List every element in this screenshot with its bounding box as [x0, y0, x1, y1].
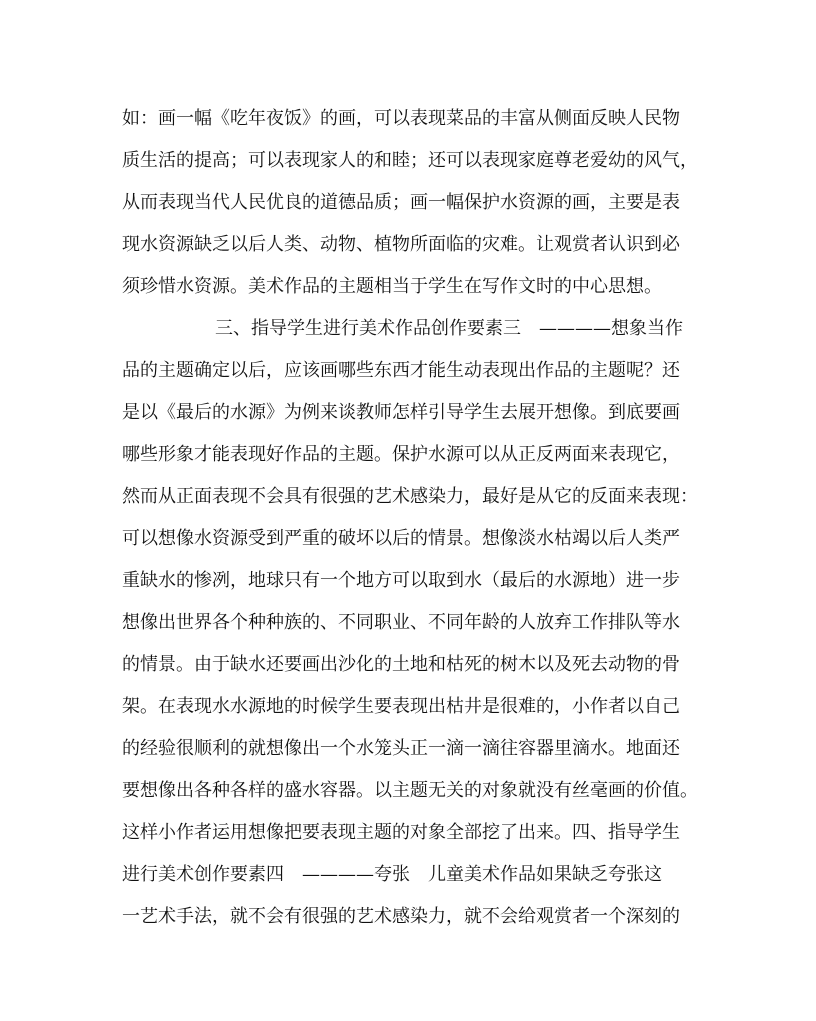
text-line: 要想像出各种各样的盛水容器。以主题无关的对象就没有丝毫画的价值。 — [122, 780, 698, 801]
text-line: 现水资源缺乏以后人类、动物、植物所面临的灾难。让观赏者认识到必 — [122, 234, 680, 255]
text-line: 可以想像水资源受到严重的破坏以后的情景。想像淡水枯竭以后人类严 — [122, 528, 680, 549]
text-line: 一艺术手法，就不会有很强的艺术感染力，就不会给观赏者一个深刻的 — [122, 906, 680, 927]
text-line: 须珍惜水资源。美术作品的主题相当于学生在写作文时的中心思想。 — [122, 276, 662, 297]
text-line: 的情景。由于缺水还要画出沙化的土地和枯死的树木以及死去动物的骨 — [122, 654, 680, 675]
section-heading-line: 三、指导学生进行美术作品创作要素三 ————想象当作 — [215, 318, 683, 339]
text-line: 架。在表现水水源地的时候学生要表现出枯井是很难的，小作者以自己 — [122, 696, 680, 717]
text-line: 进行美术创作要素四 ————夸张 儿童美术作品如果缺乏夸张这 — [122, 864, 662, 885]
text-line: 的经验很顺利的就想像出一个水笼头正一滴一滴往容器里滴水。地面还 — [122, 738, 680, 759]
text-line: 如：画一幅《吃年夜饭》的画，可以表现菜品的丰富从侧面反映人民物 — [122, 108, 680, 129]
text-line: 想像出世界各个种种族的、不同职业、不同年龄的人放弃工作排队等水 — [122, 612, 680, 633]
text-line: 品的主题确定以后，应该画哪些东西才能生动表现出作品的主题呢？还 — [122, 360, 680, 381]
text-line: 这样小作者运用想像把要表现主题的对象全部挖了出来。四、指导学生 — [122, 822, 680, 843]
text-line: 是以《最后的水源》为例来谈教师怎样引导学生去展开想像。到底要画 — [122, 402, 680, 423]
text-line: 质生活的提高；可以表现家人的和睦；还可以表现家庭尊老爱幼的风气， — [122, 150, 698, 171]
text-line: 哪些形象才能表现好作品的主题。保护水源可以从正反两面来表现它， — [122, 444, 680, 465]
text-line: 从而表现当代人民优良的道德品质；画一幅保护水资源的画，主要是表 — [122, 192, 680, 213]
text-line: 重缺水的惨冽，地球只有一个地方可以取到水（最后的水源地）进一步 — [122, 570, 680, 591]
text-line: 然而从正面表现不会具有很强的艺术感染力，最好是从它的反面来表现： — [122, 486, 698, 507]
